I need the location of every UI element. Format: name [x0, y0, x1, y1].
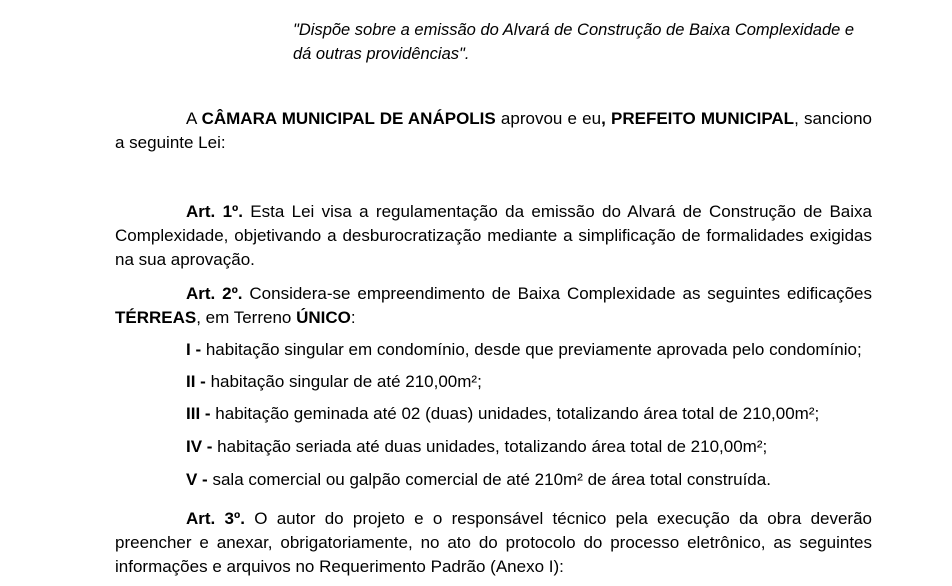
- preamble-text-2: aprovou e eu: [495, 109, 602, 128]
- inciso-number: I -: [186, 340, 202, 359]
- article-2-unico: ÚNICO: [296, 308, 351, 327]
- article-2: [115, 282, 872, 330]
- article-2-text-2: , em Terreno: [196, 308, 297, 327]
- preamble-text-1: A: [186, 109, 202, 128]
- inciso-number: IV -: [186, 437, 213, 456]
- inciso-text: sala comercial ou galpão comercial de até 210m² de área total construída.: [207, 470, 771, 489]
- article-1: [115, 200, 872, 272]
- inciso-number: II -: [186, 372, 206, 391]
- article-3-label: Art. 3º.: [186, 509, 245, 528]
- inciso-item: [186, 338, 876, 362]
- inciso-text: habitação seriada até duas unidades, totalizando área total de 210,00m²;: [212, 437, 768, 456]
- article-3: [115, 507, 872, 579]
- inciso-number: III -: [186, 404, 211, 423]
- preamble-text-3: , sanciono a seguinte Lei:: [115, 109, 873, 152]
- preamble-paragraph: [115, 107, 872, 155]
- inciso-number: V -: [186, 470, 208, 489]
- camara-name: CÂMARA MUNICIPAL DE ANÁPOLIS: [201, 109, 496, 128]
- inciso-text: habitação singular em condomínio, desde que previamente aprovada pelo condomínio;: [201, 340, 862, 359]
- prefeito-title: , PREFEITO MUNICIPAL: [601, 109, 795, 128]
- law-summary: "Dispõe sobre a emissão do Alvará de Construção de Baixa Complexidade e dá outras providências".: [293, 21, 855, 63]
- inciso-item: [186, 370, 876, 394]
- inciso-item: [186, 402, 876, 426]
- article-3-text: O autor do projeto e o responsável técnico pela execução da obra deverão preencher e anexar, obrigatoriamente, no ato do protocolo do processo eletrônico, as seguintes informações e arquivos no Requerimento Padrão (Anexo I):: [115, 509, 872, 576]
- inciso-item: [186, 468, 876, 492]
- article-1-text: Esta Lei visa a regulamentação da emissão do Alvará de Construção de Baixa Complexidade, objetivando a desburocratização mediante a simplificação de formalidades exigidas na sua aprovação.: [115, 202, 872, 269]
- article-2-terreas: TÉRREAS: [115, 308, 197, 327]
- inciso-text: habitação geminada até 02 (duas) unidades, totalizando área total de 210,00m²;: [210, 404, 820, 423]
- inciso-text: habitação singular de até 210,00m²;: [205, 372, 482, 391]
- article-2-label: Art. 2º.: [186, 284, 243, 303]
- article-2-text-3: :: [350, 308, 356, 327]
- inciso-item: [186, 435, 876, 459]
- article-1-label: Art. 1º.: [186, 202, 243, 221]
- article-2-text-1: Considera-se empreendimento de Baixa Complexidade as seguintes edificações: [242, 284, 872, 303]
